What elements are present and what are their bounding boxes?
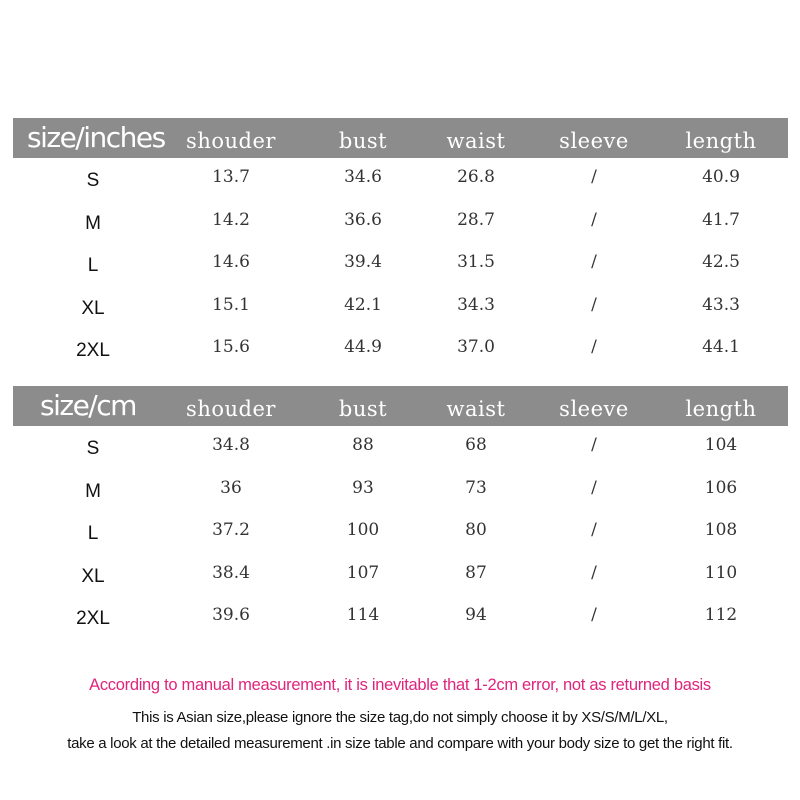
sleeve-cell: / <box>591 337 597 357</box>
sleeve-cell: / <box>591 167 597 187</box>
length-cell: 41.7 <box>702 209 740 230</box>
column-header-bust: bust <box>338 397 388 421</box>
sleeve-cell: / <box>591 294 597 315</box>
column-header-shoulder: shouder <box>186 129 276 153</box>
length-cell: 104 <box>704 435 738 455</box>
column-header-bust: bust <box>338 129 388 153</box>
length-cell: 110 <box>704 562 738 583</box>
table-row <box>13 328 788 371</box>
size-unit-label: size/inches <box>27 121 165 154</box>
waist-cell: 87 <box>465 562 487 583</box>
shoulder-cell: 34.8 <box>212 435 250 455</box>
shoulder-cell: 14.2 <box>212 209 250 230</box>
sleeve-cell: / <box>591 477 597 498</box>
bust-cell: 36.6 <box>344 209 382 230</box>
bust-cell: 114 <box>346 605 380 625</box>
column-header-sleeve: sleeve <box>559 397 629 421</box>
size-cell: 2XL <box>76 608 110 629</box>
length-cell: 108 <box>704 520 738 540</box>
column-header-waist: waist <box>446 397 506 421</box>
sleeve-cell: / <box>591 252 597 272</box>
table-row <box>13 511 788 554</box>
size-cell: S <box>86 170 100 191</box>
shoulder-cell: 15.6 <box>212 337 250 357</box>
bust-cell: 100 <box>346 520 380 540</box>
bust-cell: 88 <box>352 435 374 455</box>
column-header-waist: waist <box>446 129 506 153</box>
waist-cell: 37.0 <box>457 337 495 357</box>
length-cell: 112 <box>704 605 738 625</box>
length-cell: 42.5 <box>702 252 740 272</box>
waist-cell: 34.3 <box>457 294 495 315</box>
shoulder-cell: 14.6 <box>212 252 250 272</box>
size-cell: XL <box>81 297 105 319</box>
column-header-length: length <box>685 129 757 153</box>
column-header-length: length <box>685 397 757 421</box>
table-row <box>13 243 788 286</box>
table-row <box>13 286 788 329</box>
size-cell: XL <box>81 565 105 587</box>
shoulder-cell: 13.7 <box>212 167 250 187</box>
waist-cell: 80 <box>465 520 487 540</box>
bust-cell: 44.9 <box>344 337 382 357</box>
shoulder-cell: 15.1 <box>212 294 250 315</box>
size-table-inches <box>13 118 788 371</box>
table-row <box>13 201 788 244</box>
sleeve-cell: / <box>591 605 597 625</box>
size-cell: S <box>86 438 100 459</box>
bust-cell: 39.4 <box>344 252 382 272</box>
length-cell: 44.1 <box>702 337 740 357</box>
table-row <box>13 469 788 512</box>
size-unit-label: size/cm <box>40 389 136 422</box>
table-row <box>13 596 788 639</box>
table-header <box>13 118 788 158</box>
length-cell: 40.9 <box>702 167 740 187</box>
size-cell: M <box>85 480 101 502</box>
length-cell: 106 <box>704 477 738 498</box>
column-header-shoulder: shouder <box>186 397 276 421</box>
waist-cell: 94 <box>465 605 487 625</box>
table-header <box>13 386 788 426</box>
bust-cell: 107 <box>346 562 380 583</box>
waist-cell: 73 <box>465 477 487 498</box>
sleeve-cell: / <box>591 209 597 230</box>
fit-advice-note: take a look at the detailed measurement .in size table and compare with your body size to get the right fit. <box>67 735 733 752</box>
column-header-sleeve: sleeve <box>559 129 629 153</box>
size-cell: L <box>87 523 99 544</box>
size-table-cm <box>13 386 788 639</box>
size-cell: 2XL <box>76 340 110 361</box>
bust-cell: 93 <box>352 477 374 498</box>
shoulder-cell: 38.4 <box>212 562 250 583</box>
sleeve-cell: / <box>591 562 597 583</box>
sleeve-cell: / <box>591 435 597 455</box>
shoulder-cell: 36 <box>220 477 242 498</box>
waist-cell: 26.8 <box>457 167 495 187</box>
bust-cell: 42.1 <box>344 294 382 315</box>
shoulder-cell: 39.6 <box>212 605 250 625</box>
table-row <box>13 426 788 469</box>
asian-size-note: This is Asian size,please ignore the size tag,do not simply choose it by XS/S/M/L/XL, <box>132 709 668 726</box>
measurement-warning: According to manual measurement, it is inevitable that 1-2cm error, not as returned basis <box>89 676 711 694</box>
bust-cell: 34.6 <box>344 167 382 187</box>
size-cell: M <box>85 212 101 234</box>
waist-cell: 68 <box>465 435 487 455</box>
length-cell: 43.3 <box>702 294 740 315</box>
size-cell: L <box>87 255 99 276</box>
table-row <box>13 554 788 597</box>
sleeve-cell: / <box>591 520 597 540</box>
shoulder-cell: 37.2 <box>212 520 250 540</box>
waist-cell: 31.5 <box>457 252 495 272</box>
waist-cell: 28.7 <box>457 209 495 230</box>
table-row <box>13 158 788 201</box>
